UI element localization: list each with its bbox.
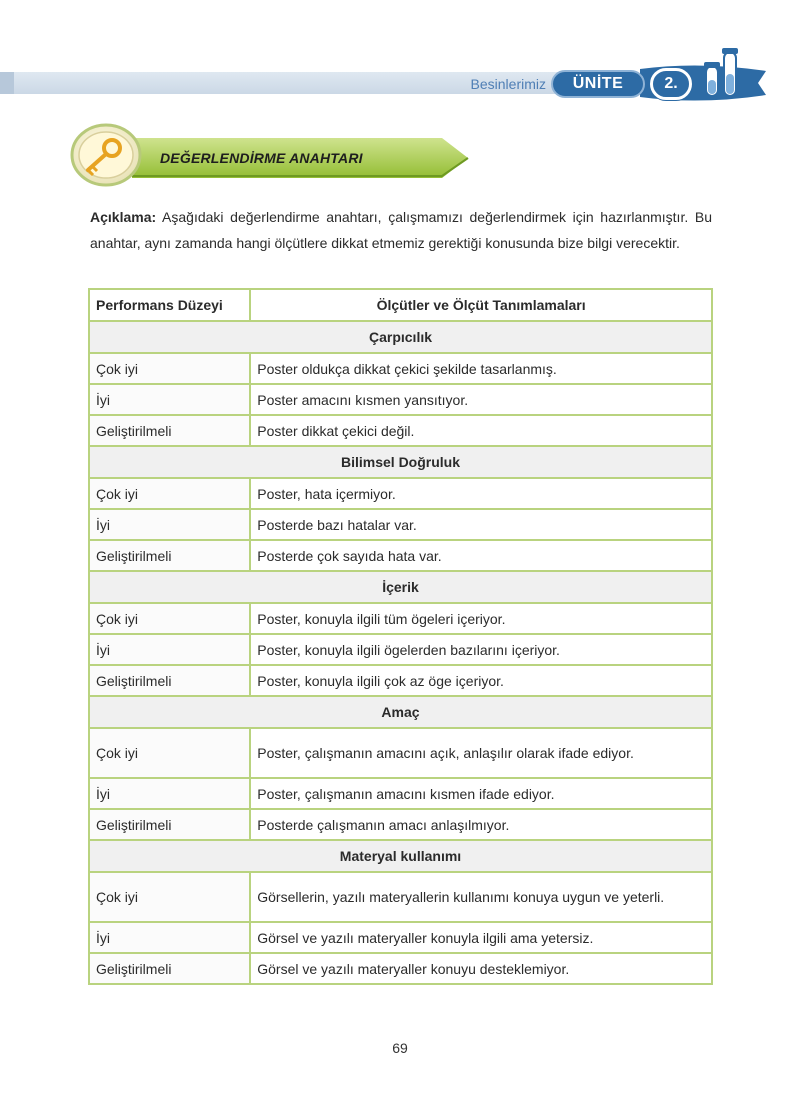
criterion-description-cell: Poster, hata içermiyor. [250,478,712,509]
rubric-table [88,288,713,985]
table-row [89,665,712,696]
criterion-description-cell: Posterde bazı hatalar var. [250,509,712,540]
intro-paragraph [90,204,712,256]
criterion-description-cell: Posterde çalışmanın amacı anlaşılmıyor. [250,809,712,840]
table-row [89,634,712,665]
section-title: DEĞERLENDİRME ANAHTARI [160,150,363,166]
table-row [89,478,712,509]
performance-level-cell: Çok iyi [89,603,250,634]
criterion-row [89,840,712,872]
performance-level-cell: İyi [89,922,250,953]
intro-lead: Açıklama: [90,209,157,225]
performance-level-cell: Çok iyi [89,728,250,778]
criterion-title: İçerik [89,571,712,603]
criterion-title: Çarpıcılık [89,321,712,353]
criterion-description-cell: Poster, konuyla ilgili tüm ögeleri içeriyor. [250,603,712,634]
performance-level-cell: Çok iyi [89,478,250,509]
header-criteria: Ölçütler ve Ölçüt Tanımlamaları [250,289,712,321]
criterion-description-cell: Poster, çalışmanın amacını kısmen ifade ediyor. [250,778,712,809]
criterion-description-cell: Poster, konuyla ilgili ögelerden bazılarını içeriyor. [250,634,712,665]
table-row [89,922,712,953]
header-performance-level: Performans Düzeyi [89,289,250,321]
test-tube-icon [700,44,748,102]
table-row [89,872,712,922]
table-row [89,415,712,446]
key-icon [68,122,148,188]
table-row [89,778,712,809]
criterion-row [89,321,712,353]
performance-level-cell: Geliştirilmeli [89,953,250,984]
intro-text: Aşağıdaki değerlendirme anahtarı, çalışmamızı değerlendirmek için hazırlanmıştır. Bu anahtar, aynı zamanda hangi ölçütlere dikkat etmemiz gerektiği konusunda bize bilgi verecektir. [90,209,712,251]
performance-level-cell: İyi [89,509,250,540]
performance-level-cell: Çok iyi [89,353,250,384]
criterion-title: Bilimsel Doğruluk [89,446,712,478]
performance-level-cell: Geliştirilmeli [89,415,250,446]
criterion-description-cell: Poster amacını kısmen yansıtıyor. [250,384,712,415]
criterion-description-cell: Poster oldukça dikkat çekici şekilde tasarlanmış. [250,353,712,384]
unit-number: 2. [650,68,692,100]
criterion-row [89,696,712,728]
page-number: 69 [392,1040,408,1056]
table-row [89,728,712,778]
performance-level-cell: Çok iyi [89,872,250,922]
performance-level-cell: Geliştirilmeli [89,540,250,571]
criterion-row [89,571,712,603]
criterion-description-cell: Poster, konuyla ilgili çok az öge içeriyor. [250,665,712,696]
table-row [89,509,712,540]
performance-level-cell: İyi [89,384,250,415]
table-row [89,603,712,634]
performance-level-cell: İyi [89,778,250,809]
criterion-row [89,446,712,478]
table-row [89,353,712,384]
table-header-row [89,289,712,321]
criterion-description-cell: Görsel ve yazılı materyaller konuyla ilgili ama yetersiz. [250,922,712,953]
criterion-title: Materyal kullanımı [89,840,712,872]
criterion-title: Amaç [89,696,712,728]
criterion-description-cell: Görsellerin, yazılı materyallerin kullanımı konuya uygun ve yeterli. [250,872,712,922]
table-row [89,809,712,840]
table-row [89,384,712,415]
performance-level-cell: Geliştirilmeli [89,809,250,840]
performance-level-cell: İyi [89,634,250,665]
unit-subject: Besinlerimiz [470,76,546,92]
unit-badge: ÜNİTE [551,70,645,98]
criterion-description-cell: Görsel ve yazılı materyaller konuyu desteklemiyor. [250,953,712,984]
table-row [89,953,712,984]
table-row [89,540,712,571]
criterion-description-cell: Posterde çok sayıda hata var. [250,540,712,571]
header-stripe-tick [0,72,14,94]
criterion-description-cell: Poster dikkat çekici değil. [250,415,712,446]
performance-level-cell: Geliştirilmeli [89,665,250,696]
criterion-description-cell: Poster, çalışmanın amacını açık, anlaşılır olarak ifade ediyor. [250,728,712,778]
rubric-body [89,289,712,984]
